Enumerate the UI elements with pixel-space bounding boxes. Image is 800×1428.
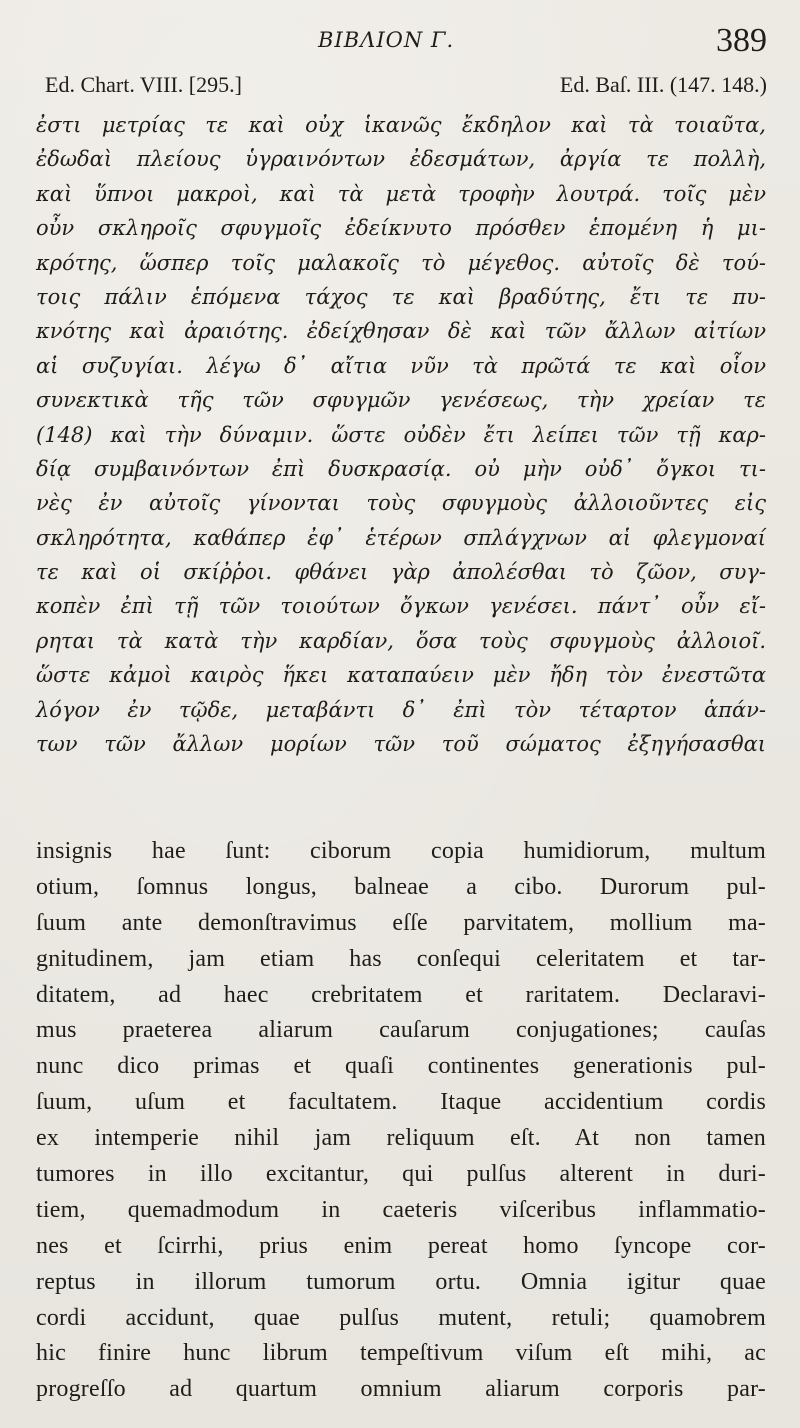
latin-line: ſuum ante demonſtravimus eſſe parvitatem, mollium ma-	[36, 909, 766, 936]
latin-line: gnitudinem, jam etiam has conſequi celeritatem et tar-	[36, 945, 766, 972]
running-head	[0, 22, 800, 62]
greek-line: (148) καὶ τὴν δύναμιν. ὥστε οὐδὲν ἔτι λείπει τῶν τῇ καρ-	[36, 422, 766, 447]
greek-line: ἐδωδαὶ πλείους ὑγραινόντων ἐδεσμάτων, ἀργία τε πολλὴ,	[36, 147, 766, 172]
latin-line: mus praeterea aliarum cauſarum conjugationes; cauſas	[36, 1017, 766, 1044]
edition-chartier-reference: Ed. Chart. VIII. [295.]	[45, 72, 242, 97]
greek-text-block	[36, 108, 766, 761]
latin-line: progreſſo ad quartum omnium aliarum corporis par-	[36, 1376, 766, 1403]
latin-line: hic finire hunc librum tempeſtivum viſum eſt mihi, ac	[36, 1340, 766, 1367]
latin-line: insignis hae ſunt: ciborum copia humidiorum, multum	[36, 838, 766, 864]
latin-line: nes et ſcirrhi, prius enim pereat homo ſyncope cor-	[36, 1232, 766, 1259]
greek-line: λόγον ἐν τῷδε, μεταβάντι δ᾽ ἐπὶ τὸν τέταρτον ἁπάν-	[36, 697, 766, 722]
book-title: BIBΛΙΟΝ Γ.	[318, 28, 455, 52]
greek-line: καὶ ὕπνοι μακροὶ, καὶ τὰ μετὰ τροφὴν λουτρά. τοῖς μὲν	[36, 181, 766, 206]
greek-line: σκληρότητα, καθάπερ ἐφ᾽ ἑτέρων σπλάγχνων αἱ φλεγμοναί	[36, 525, 766, 550]
latin-line: ſuum, uſum et facultatem. Itaque accidentium cordis	[36, 1089, 766, 1116]
latin-line: cordi accidunt, quae pulſus mutent, retuli; quamobrem	[36, 1304, 766, 1331]
greek-line: τε καὶ οἱ σκίῤῥοι. φθάνει γὰρ ἀπολέσθαι τὸ ζῶον, συγ-	[36, 560, 766, 585]
latin-line: tumores in illo excitantur, qui pulſus alterent in duri-	[36, 1161, 766, 1188]
latin-line: reptus in illorum tumorum ortu. Omnia igitur quae	[36, 1268, 766, 1295]
greek-line: ρηται τὰ κατὰ τὴν καρδίαν, ὅσα τοὺς σφυγμοὺς ἀλλοιοῖ.	[36, 628, 766, 653]
latin-line: tiem, quemadmodum in caeteris viſceribus inflammatio-	[36, 1196, 766, 1223]
greek-line: νὲς ἐν αὐτοῖς γίνονται τοὺς σφυγμοὺς ἀλλοιοῦντες εἰς	[36, 491, 766, 516]
latin-line: ditatem, ad haec crebritatem et raritatem. Declaravi-	[36, 981, 766, 1008]
edition-reference-line	[45, 72, 767, 104]
latin-line: otium, ſomnus longus, balneae a cibo. Durorum pul-	[36, 873, 766, 900]
greek-line: οὖν σκληροῖς σφυγμοῖς ἐδείκνυτο πρόσθεν ἑπομένη ἡ μι-	[36, 216, 766, 241]
greek-line: ὥστε κἀμοὶ καιρὸς ἥκει καταπαύειν μὲν ἤδη τὸν ἐνεστῶτα	[36, 663, 766, 688]
greek-line: κρότης, ὥσπερ τοῖς μαλακοῖς τὸ μέγεθος. αὐτοῖς δὲ τού-	[36, 250, 766, 275]
latin-line: ex intemperie nihil jam reliquum eſt. At non tamen	[36, 1125, 766, 1152]
greek-line: συνεκτικὰ τῆς τῶν σφυγμῶν γενέσεως, τὴν χρείαν τε	[36, 388, 766, 413]
greek-line: κνότης καὶ ἀραιότης. ἐδείχθησαν δὲ καὶ τῶν ἄλλων αἰτίων	[36, 319, 766, 344]
greek-line: των τῶν ἄλλων μορίων τῶν τοῦ σώματος ἐξηγήσασθαι	[36, 732, 766, 757]
greek-line: τοις πάλιν ἑπόμενα τάχος τε καὶ βραδύτης, ἔτι τε πυ-	[36, 284, 766, 309]
page-number: 389	[716, 22, 767, 59]
edition-basel-reference: Ed. Baſ. III. (147. 148.)	[559, 72, 767, 97]
greek-line: αἱ συζυγίαι. λέγω δ᾽ αἴτια νῦν τὰ πρῶτά τε καὶ οἷον	[36, 353, 766, 378]
greek-line: ἐστι μετρίας τε καὶ οὐχ ἱκανῶς ἔκδηλον καὶ τὰ τοιαῦτα,	[36, 113, 766, 137]
greek-line: δίᾳ συμβαινόντων ἐπὶ δυσκρασίᾳ. οὐ μὴν οὐδ᾽ ὄγκοι τι-	[36, 456, 766, 481]
latin-line: nunc dico primas et quaſi continentes generationis pul-	[36, 1053, 766, 1080]
greek-line: κοπὲν ἐπὶ τῇ τῶν τοιούτων ὄγκων γενέσει. πάντ᾽ οὖν εἴ-	[36, 594, 766, 619]
latin-text-block	[36, 834, 766, 1408]
